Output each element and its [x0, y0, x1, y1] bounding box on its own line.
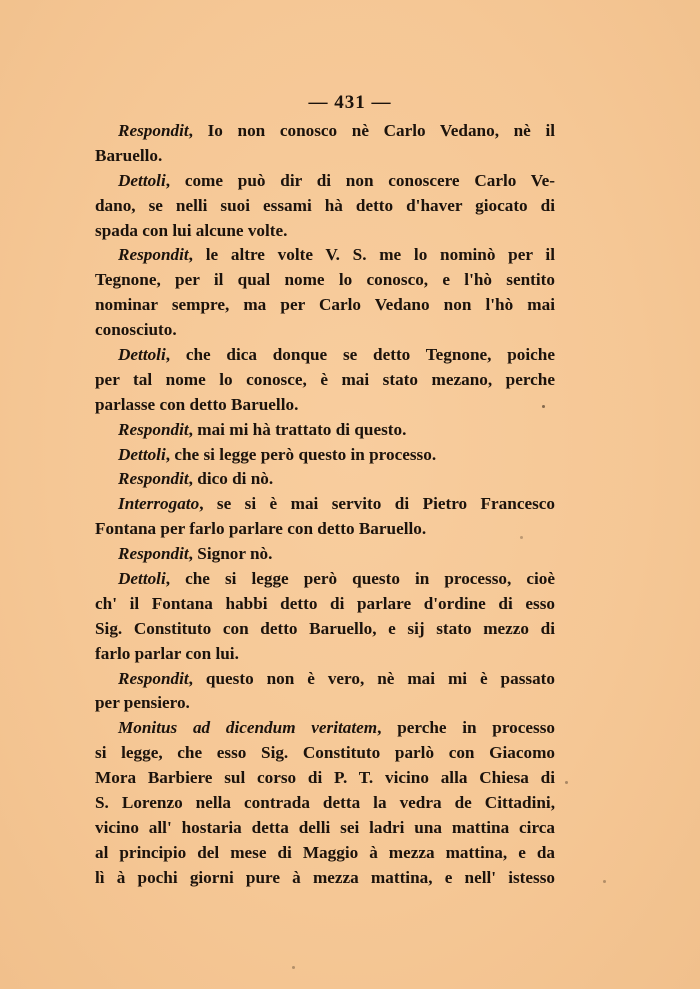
line-text: , Signor nò. [188, 544, 273, 564]
text-line [95, 194, 555, 219]
text-line [95, 791, 555, 816]
line-text: per tal nome lo conosce, è mai stato mezano, perche [95, 369, 555, 389]
paper-speck [603, 880, 606, 883]
line-text: , questo non è vero, nè mai mi è passato [188, 668, 555, 688]
text-line [95, 667, 555, 692]
text-line [95, 318, 555, 343]
text-line [95, 119, 555, 144]
speaker-label: Dettoli [118, 569, 166, 589]
text-line [95, 343, 555, 368]
text-line [95, 592, 555, 617]
speaker-label: Respondit [118, 668, 189, 688]
text-line [95, 617, 555, 642]
text-line [95, 741, 555, 766]
speaker-label: Respondit [118, 469, 189, 489]
line-text: , che dica donque se detto Tegnone, poiche [165, 345, 555, 365]
line-text: S. Lorenzo nella contrada detta la vedra de Cittadini, [95, 793, 555, 813]
paper-speck [542, 405, 545, 408]
line-text: , le altre volte V. S. me lo nominò per il [188, 245, 555, 265]
text-line [95, 816, 555, 841]
line-text: dano, se nelli suoi essami hà detto d'haver giocato di [95, 195, 555, 215]
speaker-label: Interrogato [118, 494, 200, 514]
text-line [95, 443, 555, 468]
line-text: Mora Barbiere sul corso di P. T. vicino alla Chiesa di [95, 768, 555, 788]
text-line [95, 268, 555, 293]
paper-speck [565, 781, 568, 784]
line-text: nominar sempre, ma per Carlo Vedano non l'hò mai [95, 295, 555, 315]
speaker-label: Dettoli [118, 170, 166, 190]
text-line [95, 467, 555, 492]
speaker-label: Respondit [118, 245, 189, 265]
line-text: , se si è mai servito di Pietro Francesco [199, 494, 555, 514]
speaker-label: Respondit [118, 544, 189, 564]
text-line [95, 642, 555, 667]
text-line [95, 368, 555, 393]
text-line [95, 567, 555, 592]
text-line [95, 393, 555, 418]
line-text: , mai mi hà trattato di questo. [188, 419, 407, 439]
speaker-label: Dettoli [118, 345, 166, 365]
text-line [95, 517, 555, 542]
line-text: per pensiero. [95, 693, 190, 713]
line-text: parlasse con detto Baruello. [95, 394, 299, 414]
line-text: farlo parlar con lui. [95, 643, 239, 663]
line-text: , che si legge però questo in processo, cioè [165, 569, 555, 589]
speaker-label: Monitus ad dicendum veritatem [118, 718, 378, 738]
text-line [95, 716, 555, 741]
line-text: , perche in processo [377, 718, 555, 738]
line-text: ch' il Fontana habbi detto di parlare d'ordine di esso [95, 593, 555, 613]
text-line [95, 766, 555, 791]
text-line [95, 866, 555, 891]
text-line [95, 169, 555, 194]
text-line [95, 542, 555, 567]
text-line [95, 418, 555, 443]
line-text: , come può dir di non conoscere Carlo Ve- [165, 170, 555, 190]
line-text: Sig. Constituto con detto Baruello, e sij stato mezzo di [95, 618, 555, 638]
line-text: , dico di nò. [188, 469, 274, 489]
paper-speck [520, 536, 523, 539]
speaker-label: Respondit [118, 121, 189, 140]
speaker-label: Dettoli [118, 444, 166, 464]
text-line [95, 841, 555, 866]
line-text: Tegnone, per il qual nome lo conosco, e l'hò sentito [95, 270, 555, 290]
speaker-label: Respondit [118, 419, 189, 439]
line-text: vicino all' hostaria detta delli sei ladri una mattina circa [95, 817, 555, 837]
line-text: lì à pochi giorni pure à mezza mattina, e nell' istesso [95, 867, 555, 887]
text-line [95, 492, 555, 517]
line-text: spada con lui alcune volte. [95, 220, 288, 240]
line-text: si legge, che esso Sig. Constituto parlò con Giacomo [95, 743, 555, 763]
line-text: , Io non conosco nè Carlo Vedano, nè il [188, 121, 555, 140]
text-line [95, 691, 555, 716]
text-line [95, 243, 555, 268]
line-text: Baruello. [95, 145, 163, 165]
page-number: — 431 — [308, 92, 392, 113]
text-line [95, 144, 555, 169]
text-line [95, 293, 555, 318]
line-text: al principio del mese di Maggio à mezza mattina, e da [95, 842, 555, 862]
paper-speck [292, 966, 295, 969]
line-text: Fontana per farlo parlare con detto Baruello. [95, 519, 427, 539]
body-text [95, 119, 555, 891]
line-text: , che si legge però questo in processo. [165, 444, 437, 464]
line-text: conosciuto. [95, 320, 177, 340]
text-line [95, 219, 555, 244]
